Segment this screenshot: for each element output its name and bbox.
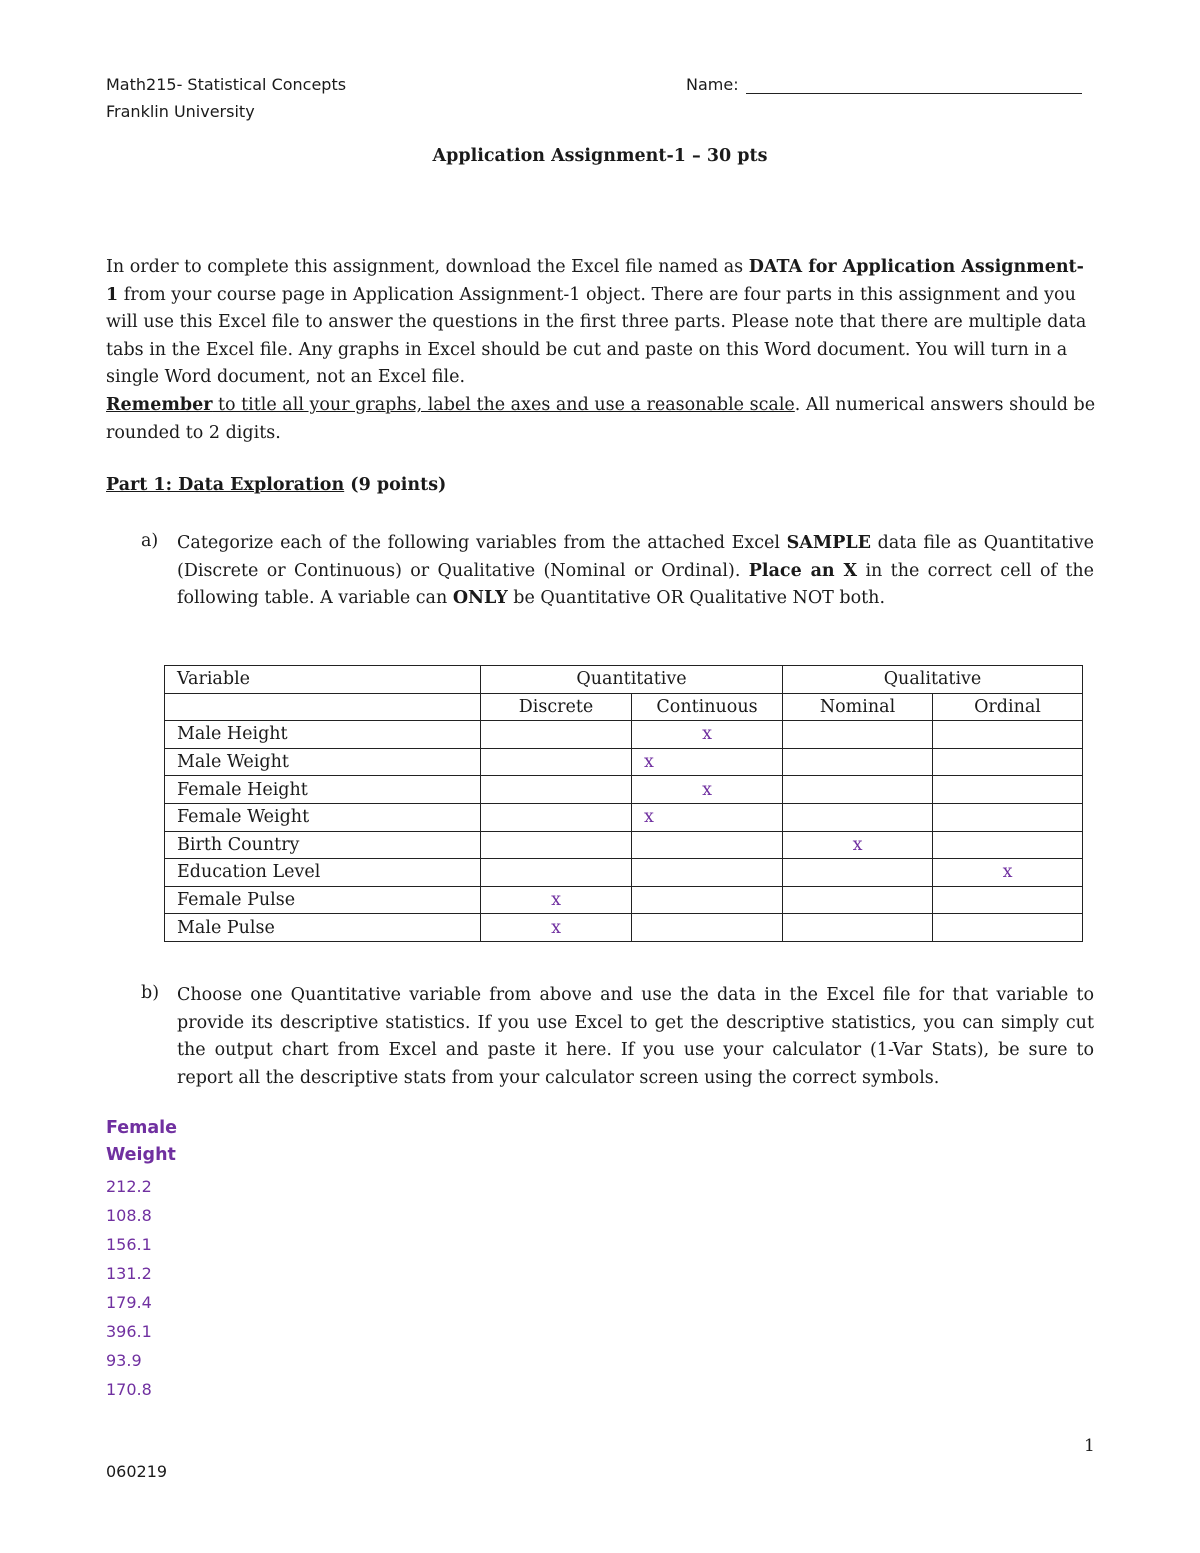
cell-ordinal[interactable]	[933, 721, 1083, 749]
question-a-text: Categorize each of the following variables from the attached Excel SAMPLE data file as Quantitative (Discrete or Continuous) or Qualitative (Nominal or Ordinal). Place an X in the correct cell of the following table. A variable can ONLY be Quantitative OR Qualitative NOT both.	[177, 533, 1094, 609]
assignment-title: Application Assignment-1 – 30 pts	[432, 146, 768, 166]
name-label: Name:	[686, 75, 739, 94]
cell-ordinal[interactable]	[933, 748, 1083, 776]
cell-ordinal[interactable]: x	[933, 859, 1083, 887]
answer-heading-2: Weight	[106, 1145, 176, 1165]
cell-continuous[interactable]	[632, 831, 783, 859]
header-quantitative: Quantitative	[481, 666, 783, 694]
intro-text-3: . All numerical answers should be rounded to 2 digits.	[106, 394, 1096, 443]
cell-discrete[interactable]	[481, 721, 632, 749]
cell-nominal[interactable]	[783, 859, 933, 887]
data-value: 170.8	[106, 1380, 152, 1399]
header-variable: Variable	[165, 666, 481, 694]
data-value: 131.2	[106, 1264, 152, 1283]
row-variable-name: Male Weight	[165, 748, 481, 776]
cell-continuous[interactable]: x	[632, 776, 783, 804]
table-row	[165, 859, 1083, 887]
table-row	[165, 831, 1083, 859]
part1-points: (9 points)	[350, 475, 447, 495]
header-ordinal: Ordinal	[933, 693, 1083, 721]
cell-continuous[interactable]	[632, 859, 783, 887]
header-nominal: Nominal	[783, 693, 933, 721]
part1-heading	[106, 475, 446, 495]
data-value: 108.8	[106, 1206, 152, 1225]
cell-discrete[interactable]: x	[481, 886, 632, 914]
intro-remember: Remember	[106, 394, 213, 415]
intro-underlined: to title all your graphs, label the axes and use a reasonable scale	[212, 394, 795, 415]
part1-title: Part 1: Data Exploration	[106, 475, 345, 495]
cell-discrete[interactable]	[481, 859, 632, 887]
intro-text-1: In order to complete this assignment, download the Excel file named as	[106, 257, 749, 277]
table-row	[165, 886, 1083, 914]
row-variable-name: Male Pulse	[165, 914, 481, 942]
document-code: 060219	[106, 1462, 168, 1481]
data-value: 396.1	[106, 1322, 152, 1341]
header-blank	[165, 693, 481, 721]
data-value: 179.4	[106, 1293, 152, 1312]
cell-nominal[interactable]	[783, 721, 933, 749]
variable-classification-table	[164, 665, 1083, 942]
cell-ordinal[interactable]	[933, 914, 1083, 942]
cell-nominal[interactable]	[783, 776, 933, 804]
row-variable-name: Birth Country	[165, 831, 481, 859]
course-title: Math215- Statistical Concepts	[106, 75, 347, 94]
cell-nominal[interactable]	[783, 914, 933, 942]
data-value: 156.1	[106, 1235, 152, 1254]
header-continuous: Continuous	[632, 693, 783, 721]
intro-text-2: from your course page in Application Assignment-1 object. There are four parts in this assignment and you will use this Excel file to answer the questions in the first three parts. Please note that there are multiple data tabs in the Excel file. Any graphs in Excel should be cut and paste on this Word document. You will turn in a single Word document, not an Excel file.	[106, 284, 1087, 388]
cell-ordinal[interactable]	[933, 831, 1083, 859]
question-b-text: Choose one Quantitative variable from above and use the data in the Excel file for that variable to provide its descriptive statistics. If you use Excel to get the descriptive statistics, you can simply cut the output chart from Excel and paste it here. If you use your calculator (1-Var Stats), be sure to report all the descriptive stats from your calculator screen using the correct symbols.	[177, 985, 1094, 1088]
row-variable-name: Female Pulse	[165, 886, 481, 914]
row-variable-name: Female Weight	[165, 803, 481, 831]
answer-heading-1: Female	[106, 1118, 178, 1138]
cell-continuous[interactable]	[632, 914, 783, 942]
table-subheader-row	[165, 693, 1083, 721]
university-name: Franklin University	[106, 102, 255, 121]
header-discrete: Discrete	[481, 693, 632, 721]
cell-nominal[interactable]	[783, 886, 933, 914]
cell-ordinal[interactable]	[933, 803, 1083, 831]
name-blank-line	[746, 75, 1082, 94]
header-qualitative: Qualitative	[783, 666, 1083, 694]
cell-continuous[interactable]: x	[632, 803, 783, 831]
row-variable-name: Male Height	[165, 721, 481, 749]
cell-discrete[interactable]	[481, 776, 632, 804]
data-value: 93.9	[106, 1351, 142, 1370]
question-b-label: b)	[141, 983, 160, 1003]
cell-nominal[interactable]	[783, 803, 933, 831]
page-number: 1	[1084, 1436, 1095, 1456]
table-header-row	[165, 666, 1083, 694]
cell-ordinal[interactable]	[933, 776, 1083, 804]
data-value: 212.2	[106, 1177, 152, 1196]
table-row	[165, 776, 1083, 804]
row-variable-name: Female Height	[165, 776, 481, 804]
cell-nominal[interactable]	[783, 748, 933, 776]
cell-nominal[interactable]: x	[783, 831, 933, 859]
table-row	[165, 748, 1083, 776]
cell-continuous[interactable]: x	[632, 721, 783, 749]
question-a-label: a)	[141, 531, 159, 551]
cell-discrete[interactable]: x	[481, 914, 632, 942]
table-row	[165, 914, 1083, 942]
cell-ordinal[interactable]	[933, 886, 1083, 914]
cell-continuous[interactable]	[632, 886, 783, 914]
row-variable-name: Education Level	[165, 859, 481, 887]
cell-continuous[interactable]: x	[632, 748, 783, 776]
intro-file-name: DATA for Application Assignment-1	[106, 257, 1084, 305]
table-row	[165, 803, 1083, 831]
cell-discrete[interactable]	[481, 803, 632, 831]
table-row	[165, 721, 1083, 749]
cell-discrete[interactable]	[481, 748, 632, 776]
intro-paragraph	[106, 254, 1096, 447]
cell-discrete[interactable]	[481, 831, 632, 859]
